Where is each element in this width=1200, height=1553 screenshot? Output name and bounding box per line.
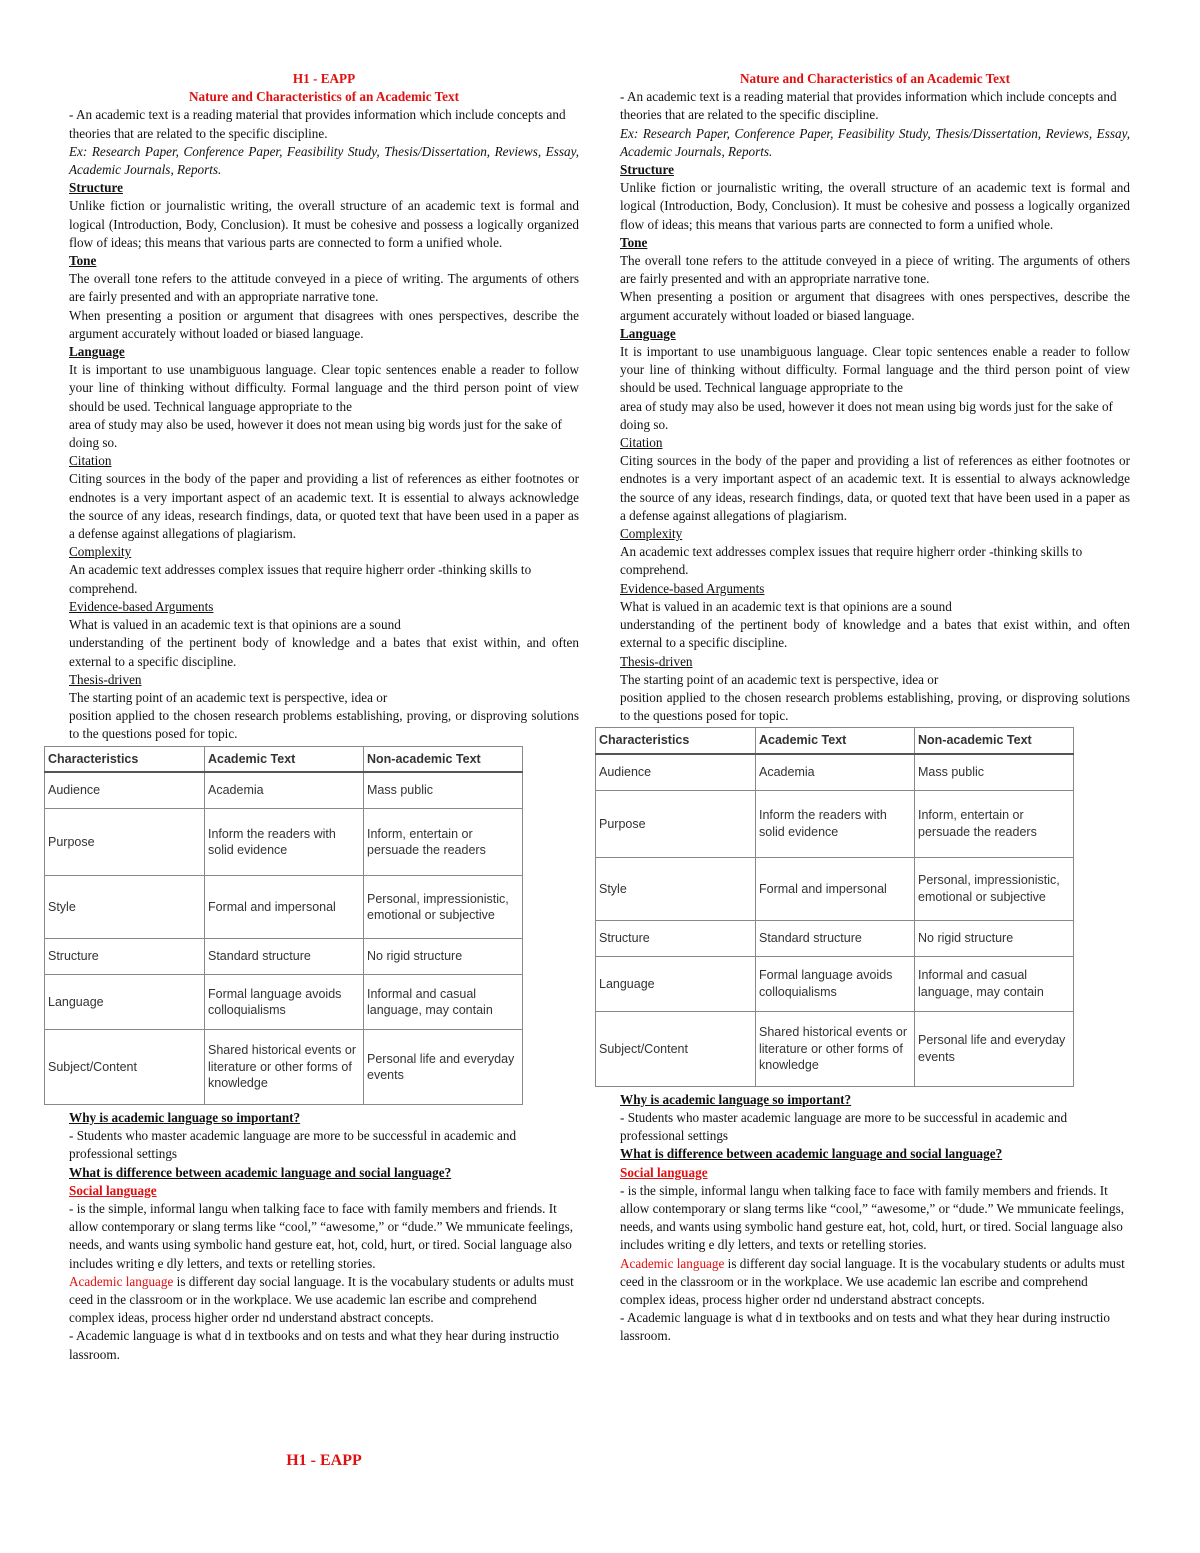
document-title: Nature and Characteristics of an Academic Text [739,71,1011,86]
evidence-body-1: What is valued in an academic text is that opinions are a sound [69,617,401,633]
tone-body-1: The overall tone refers to the attitude conveyed in a piece of writing. The arguments of others are fairly presented and with an appropriate narrative tone. [69,271,579,305]
table-cell: Subject/Content [45,1030,205,1105]
table-cell: Purpose [45,809,205,876]
table-cell: Personal life and everyday events [915,1011,1074,1086]
table-cell: Personal, impressionistic, emotional or subjective [364,876,523,939]
citation-body: Citing sources in the body of the paper and providing a list of references as either footnotes or endnotes is a very important aspect of an academic text. It is essential to always acknowledge the source of any ideas, research findings, data, or quoted text that have been used in a paper as a defense against allegations of plagiarism. [69,471,579,542]
table-header-cell: Characteristics [596,728,756,754]
table-row [596,920,1074,956]
table-cell: Language [596,956,756,1011]
table-cell: Personal life and everyday events [364,1030,523,1105]
structure-heading: Structure [620,162,674,178]
academic-language-paragraph [620,1255,1130,1310]
difference-heading: What is difference between academic language and social language? [620,1146,1003,1162]
intro-definition: - An academic text is a reading material that provides information which include concepts and theories that are related to the specific discipline. [620,89,1117,123]
right-column [599,70,1130,1346]
table-header-cell: Characteristics [45,746,205,772]
comparison-table [44,746,523,1106]
academic-language-body: is different day social language. It is the vocabulary students or adults must ceed in the classroom or in the workplace. We use academic lan escribe and comprehend complex ideas, process higher order nd understand abstract concepts. [69,1273,574,1326]
table-cell: Formal language avoids colloquialisms [756,956,915,1011]
course-header: H1 - EAPP [292,71,356,86]
table-cell: Informal and casual language, may contain [364,975,523,1030]
table-cell: Mass public [364,772,523,809]
citation-heading: Citation [69,453,112,469]
table-cell: Shared historical events or literature or other forms of knowledge [756,1011,915,1086]
table-cell: Inform, entertain or persuade the readers [915,790,1074,857]
structure-body: Unlike fiction or journalistic writing, the overall structure of an academic text is formal and logical (Introduction, Body, Conclusion). It must be cohesive and possess a logically organized flow of ideas; this means that various parts are connected to form a unified whole. [620,180,1130,232]
table-cell: Language [45,975,205,1030]
language-body-2: area of study may also be used, however it does not mean using big words just for the sake of doing so. [620,398,1113,432]
thesis-heading: Thesis-driven [620,653,693,669]
why-heading: Why is academic language so important? [620,1091,852,1107]
table-cell: Formal and impersonal [756,857,915,920]
social-language-heading: Social language [69,1182,157,1198]
evidence-heading: Evidence-based Arguments [69,598,214,614]
table-header-cell: Academic Text [205,746,364,772]
table-row [45,939,523,975]
table-row [45,876,523,939]
tone-body-2: When presenting a position or argument that disagrees with ones perspectives, describe the argument accurately without loaded or biased language. [620,289,1130,323]
thesis-body-2: position applied to the chosen research problems establishing, proving, or disproving solutions to the questions posed for topic. [69,708,579,742]
language-body-1: It is important to use unambiguous language. Clear topic sentences enable a reader to follow your line of thinking without difficulty. Formal language and the third person point of view should be used. Technical language appropriate to the [69,362,579,414]
social-language-heading: Social language [620,1164,708,1180]
table-row [596,790,1074,857]
table-cell: Formal language avoids colloquialisms [205,975,364,1030]
intro-examples: Ex: Research Paper, Conference Paper, Feasibility Study, Thesis/Dissertation, Reviews, Essay, Academic Journals, Reports. [69,143,579,178]
table-cell: Inform the readers with solid evidence [205,809,364,876]
evidence-body-2: understanding of the pertinent body of knowledge and a bates that exist within, and often external to a specific discipline. [69,635,579,669]
complexity-body: An academic text addresses complex issues that require higherr order -thinking skills to comprehend. [620,544,1083,578]
why-heading: Why is academic language so important? [69,1110,301,1126]
table-cell: Purpose [596,790,756,857]
table-header-cell: Academic Text [756,728,915,754]
thesis-body-1: The starting point of an academic text is perspective, idea or [69,689,388,705]
tone-heading: Tone [69,253,97,269]
social-language-body: - is the simple, informal langu when talking face to face with family members and friends. It allow contemporary or slang terms like “cool,” “awesome,” or “dude.” We mmunicate feelings, needs, and wants using symbolic hand gesture eat, hot, cold, hurt, or tired. Social language also includes writing e dly letters, and texts or retelling stories. [620,1182,1125,1253]
language-heading: Language [620,325,676,341]
table-cell: Mass public [915,754,1074,791]
table-header-cell: Non-academic Text [915,728,1074,754]
table-row [45,772,523,809]
table-cell: No rigid structure [915,920,1074,956]
document-title: Nature and Characteristics of an Academic Text [188,89,460,105]
why-body: - Students who master academic language are more to be successful in academic and professional settings [620,1110,1068,1144]
thesis-body-2: position applied to the chosen research problems establishing, proving, or disproving solutions to the questions posed for topic. [620,689,1130,724]
table-header-row [596,728,1074,754]
table-cell: Structure [45,939,205,975]
table-row [596,1011,1074,1086]
tone-body-1: The overall tone refers to the attitude conveyed in a piece of writing. The arguments of others are fairly presented and with an appropriate narrative tone. [620,253,1130,287]
table-cell: Style [45,876,205,939]
table-header-row [45,746,523,772]
table-cell: Personal, impressionistic, emotional or subjective [915,857,1074,920]
academic-language-body-2: - Academic language is what d in textbooks and on tests and what they hear during instructio lassroom. [69,1328,560,1362]
structure-body: Unlike fiction or journalistic writing, the overall structure of an academic text is formal and logical (Introduction, Body, Conclusion). It must be cohesive and possess a logically organized flow of ideas; this means that various parts are connected to form a unified whole. [69,198,579,250]
table-row [45,809,523,876]
language-heading: Language [69,344,125,360]
structure-heading: Structure [69,180,123,196]
tone-heading: Tone [620,234,648,250]
difference-heading: What is difference between academic language and social language? [69,1164,452,1180]
table-header-cell: Non-academic Text [364,746,523,772]
thesis-heading: Thesis-driven [69,671,142,687]
language-body-1: It is important to use unambiguous language. Clear topic sentences enable a reader to follow your line of thinking without difficulty. Formal language and the third person point of view should be used. Technical language appropriate to the [620,344,1130,396]
table-cell: Shared historical events or literature or other forms of knowledge [205,1030,364,1105]
academic-language-body-2: - Academic language is what d in textbooks and on tests and what they hear during instructio lassroom. [620,1310,1111,1344]
citation-heading: Citation [620,435,663,451]
table-row [596,956,1074,1011]
evidence-heading: Evidence-based Arguments [620,580,765,596]
academic-language-body: is different day social language. It is the vocabulary students or adults must ceed in the classroom or in the workplace. We use academic lan escribe and comprehend complex ideas, process higher order nd understand abstract concepts. [620,1255,1125,1308]
table-cell: Informal and casual language, may contain [915,956,1074,1011]
citation-body: Citing sources in the body of the paper and providing a list of references as either footnotes or endnotes is a very important aspect of an academic text. It is essential to always acknowledge the source of any ideas, research findings, data, or quoted text that have been used in a paper as a defense against allegations of plagiarism. [620,453,1130,523]
complexity-heading: Complexity [69,544,132,560]
table-cell: Academia [756,754,915,791]
table-cell: Formal and impersonal [205,876,364,939]
left-column [48,70,579,1364]
table-row [45,1030,523,1105]
table-cell: No rigid structure [364,939,523,975]
evidence-body-1: What is valued in an academic text is that opinions are a sound [620,598,952,614]
table-cell: Standard structure [205,939,364,975]
table-cell: Structure [596,920,756,956]
table-cell: Audience [596,754,756,791]
complexity-heading: Complexity [620,526,683,542]
table-cell: Subject/Content [596,1011,756,1086]
academic-language-term: Academic language [69,1273,174,1289]
intro-examples: Ex: Research Paper, Conference Paper, Feasibility Study, Thesis/Dissertation, Reviews, Essay, Academic Journals, Reports. [620,125,1130,159]
why-body: - Students who master academic language are more to be successful in academic and professional settings [69,1128,517,1162]
language-body-2: area of study may also be used, however it does not mean using big words just for the sake of doing so. [69,416,562,451]
comparison-table [595,727,1074,1087]
social-language-body: - is the simple, informal langu when talking face to face with family members and friends. It allow contemporary or slang terms like “cool,” “awesome,” or “dude.” We mmunicate feelings, needs, and wants using symbolic hand gesture eat, hot, cold, hurt, or tired. Social language also includes writing e dly letters, and texts or retelling stories. [69,1201,574,1271]
table-cell: Audience [45,772,205,809]
complexity-body: An academic text addresses complex issues that require higherr order -thinking skills to comprehend. [69,562,532,596]
table-cell: Inform the readers with solid evidence [756,790,915,857]
table-row [596,754,1074,791]
table-cell: Academia [205,772,364,809]
academic-language-term: Academic language [620,1255,725,1271]
thesis-body-1: The starting point of an academic text is perspective, idea or [620,671,939,687]
academic-language-paragraph [69,1273,579,1328]
evidence-body-2: understanding of the pertinent body of knowledge and a bates that exist within, and often external to a specific discipline. [620,617,1130,651]
course-footer: H1 - EAPP [286,1452,362,1469]
table-row [596,857,1074,920]
intro-definition: - An academic text is a reading material that provides information which include concepts and theories that are related to the specific discipline. [69,107,566,141]
table-cell: Standard structure [756,920,915,956]
table-cell: Inform, entertain or persuade the readers [364,809,523,876]
table-cell: Style [596,857,756,920]
table-row [45,975,523,1030]
tone-body-2: When presenting a position or argument that disagrees with ones perspectives, describe the argument accurately without loaded or biased language. [69,307,579,341]
